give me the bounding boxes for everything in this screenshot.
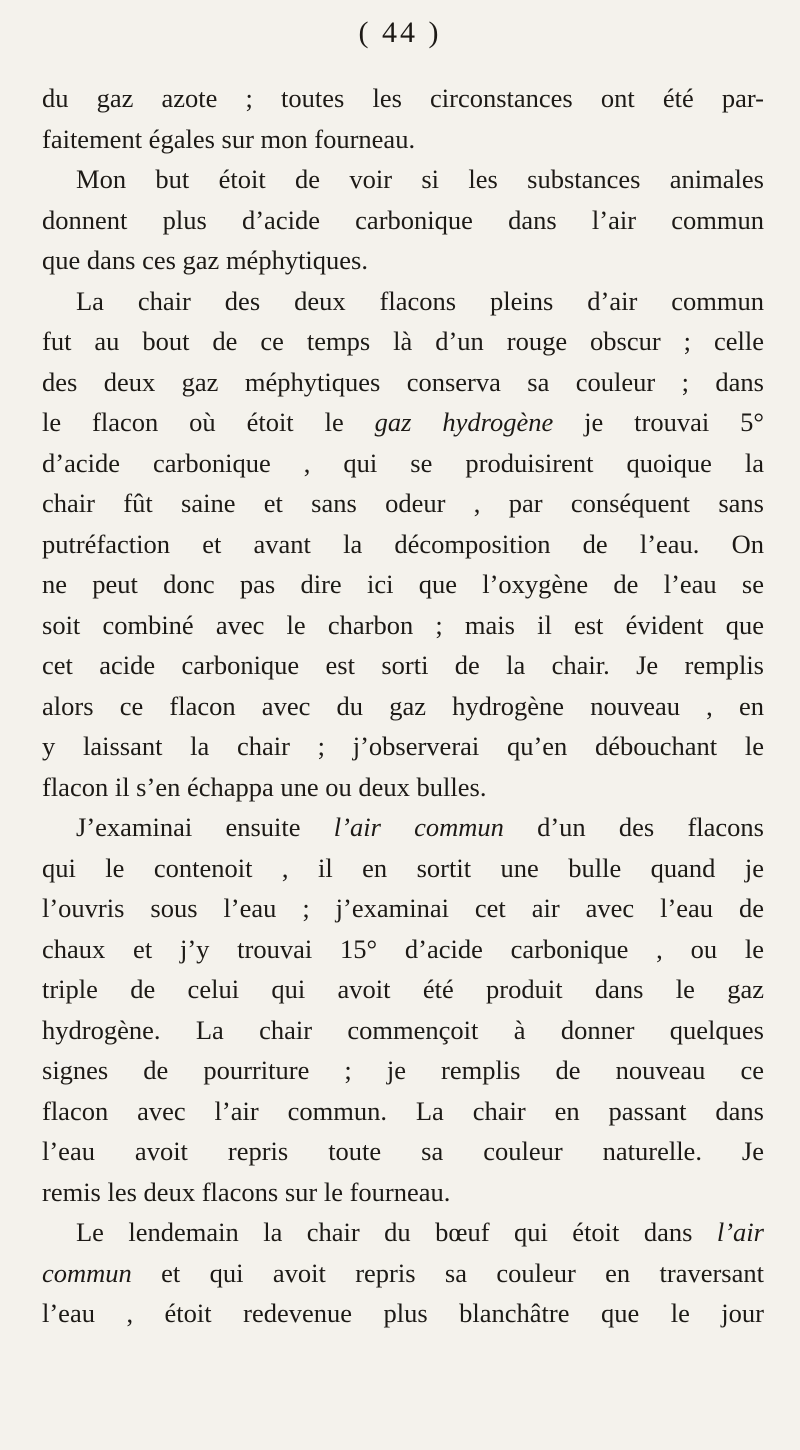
text-line [42, 888, 764, 929]
text-line [42, 1050, 764, 1091]
text-segment: signes de pourriture ; je remplis de nouveau ce [42, 1055, 764, 1085]
text-segment: putréfaction et avant la décomposition de l’eau. On [42, 528, 764, 559]
text-segment: qui le contenoit , il en sortit une bulle quand je [42, 852, 764, 883]
text-line [42, 200, 764, 241]
text-line [42, 321, 764, 362]
text-line [42, 564, 764, 605]
text-line [42, 686, 764, 727]
text-segment: d’un des flacons [503, 812, 764, 842]
text-segment: je trouvai 5° [553, 407, 764, 437]
text-segment: Le lendemain la chair du bœuf qui étoit dans [76, 1217, 717, 1247]
text-segment: remis les deux flacons sur le fourneau. [42, 1176, 451, 1207]
text-segment: chair fût saine et sans odeur , par conséquent sans [42, 488, 764, 518]
text-segment: soit combiné avec le charbon ; mais il est évident que [42, 609, 764, 640]
text-line [42, 281, 764, 322]
text-line [42, 848, 764, 889]
text-segment: du gaz azote ; toutes les circonstances ont été par- [42, 83, 764, 113]
text-line [42, 524, 764, 565]
text-segment: y laissant la chair ; j’observerai qu’en débouchant le [42, 731, 764, 761]
text-segment: J’examinai ensuite [76, 812, 334, 842]
text-line [42, 767, 764, 808]
text-segment: alors ce flacon avec du gaz hydrogène nouveau , en [42, 690, 764, 721]
text-line [42, 78, 764, 119]
text-line [42, 362, 764, 403]
text-segment: flacon avec l’air commun. La chair en passant dans [42, 1095, 764, 1126]
text-line [42, 402, 764, 443]
text-line [42, 726, 764, 767]
text-segment: et qui avoit repris sa couleur en traversant [131, 1257, 764, 1288]
page-number: ( 44 ) [358, 16, 442, 49]
text-line [42, 1172, 764, 1213]
text-line [42, 1091, 764, 1132]
text-segment: donnent plus d’acide carbonique dans l’air commun [42, 204, 764, 235]
text-line [42, 240, 764, 281]
text-line [42, 929, 764, 970]
text-line [42, 159, 764, 200]
text-segment: l’ouvris sous l’eau ; j’examinai cet air avec l’eau de [42, 893, 764, 923]
text-segment: le flacon où étoit le [42, 407, 375, 437]
text-segment: cet acide carbonique est sorti de la chair. Je remplis [42, 650, 764, 680]
text-segment: Mon but étoit de voir si les substances animales [76, 164, 764, 194]
text-line [42, 645, 764, 686]
text-line [42, 969, 764, 1010]
text-segment: des deux gaz méphytiques conserva sa couleur ; dans [42, 366, 764, 397]
text-segment: d’acide carbonique , qui se produisirent quoique la [42, 447, 764, 478]
italic-phrase: gaz hydrogène [374, 407, 554, 437]
italic-phrase: l’air [716, 1217, 764, 1247]
text-segment: ne peut donc pas dire ici que l’oxygène de l’eau se [42, 569, 764, 599]
text-line [42, 483, 764, 524]
text-segment: que dans ces gaz méphytiques. [42, 245, 368, 275]
text-line [42, 807, 764, 848]
text-segment: flacon il s’en échappa une ou deux bulles. [42, 771, 487, 802]
text-line [42, 1253, 764, 1294]
text-segment: l’eau avoit repris toute sa couleur naturelle. Je [42, 1136, 764, 1166]
text-segment: faitement égales sur mon fourneau. [42, 123, 416, 154]
text-segment: hydrogène. La chair commençoit à donner quelques [42, 1014, 764, 1045]
text-segment: triple de celui qui avoit été produit dans le gaz [42, 974, 764, 1004]
text-line [42, 119, 764, 160]
text-line [42, 1293, 764, 1334]
text-line [42, 443, 764, 484]
text-line [42, 1212, 764, 1253]
text-line [42, 1010, 764, 1051]
text-segment: fut au bout de ce temps là d’un rouge obscur ; celle [42, 326, 764, 356]
text-line [42, 605, 764, 646]
italic-phrase: l’air commun [333, 812, 504, 842]
text-line [42, 1131, 764, 1172]
text-segment: La chair des deux flacons pleins d’air commun [76, 285, 764, 316]
text-segment: chaux et j’y trouvai 15° d’acide carbonique , ou le [42, 933, 764, 964]
italic-phrase: commun [42, 1257, 132, 1288]
text-segment: l’eau , étoit redevenue plus blanchâtre que le jour [42, 1298, 764, 1328]
body-text [42, 78, 764, 1334]
